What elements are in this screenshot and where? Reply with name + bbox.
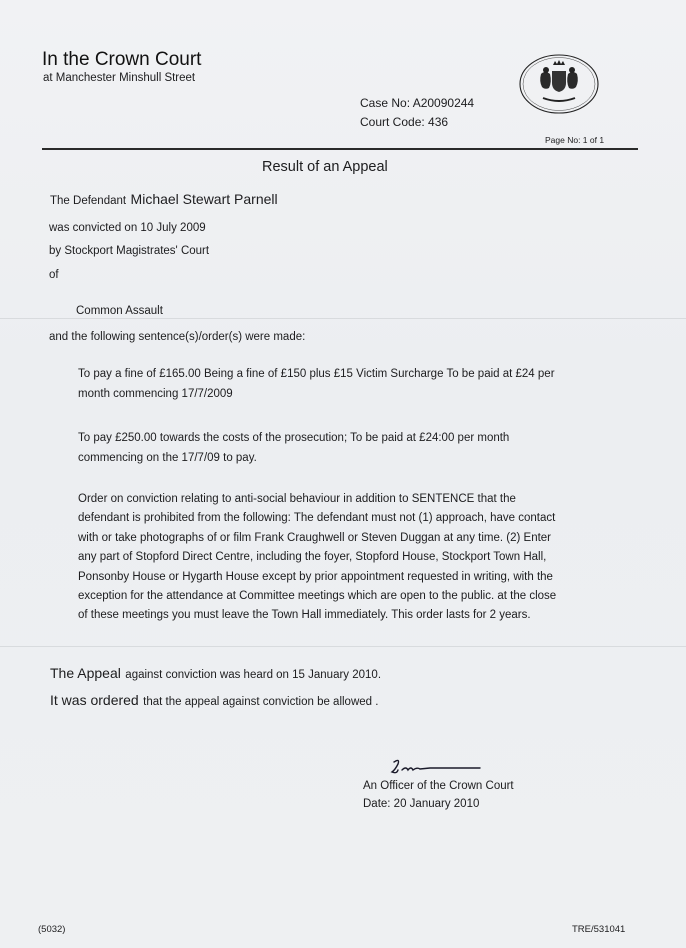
royal-coat-of-arms-icon xyxy=(519,54,599,114)
page-number: Page No: 1 of 1 xyxy=(545,135,605,145)
paper-fold xyxy=(0,318,686,319)
sentence-intro: and the following sentence(s)/order(s) were made: xyxy=(49,331,306,343)
ordered-line xyxy=(50,692,378,710)
of-label: of xyxy=(49,269,59,281)
appeal-label: The Appeal xyxy=(50,665,121,681)
ordered-text: that the appeal against conviction be allowed . xyxy=(143,696,379,708)
defendant-prefix: The Defendant xyxy=(50,195,127,207)
offence: Common Assault xyxy=(76,305,163,317)
conviction-court: by Stockport Magistrates' Court xyxy=(49,245,210,257)
paper-fold xyxy=(0,646,686,647)
header-divider xyxy=(42,148,638,150)
signature-date: Date: 20 January 2010 xyxy=(363,798,480,810)
court-location: at Manchester Minshull Street xyxy=(43,72,196,84)
handwritten-signature-icon xyxy=(388,756,488,780)
defendant-name: Michael Stewart Parnell xyxy=(130,191,278,207)
conviction-date: was convicted on 10 July 2009 xyxy=(49,222,206,234)
footer-right-code: TRE/531041 xyxy=(572,924,626,935)
defendant-line xyxy=(50,191,278,209)
document-title: Result of an Appeal xyxy=(262,159,388,175)
order-costs: To pay £250.00 towards the costs of the prosecution; To be paid at £24:00 per month commencing on the 17/7/09 to pay. xyxy=(78,432,510,464)
footer-left-code: (5032) xyxy=(38,924,66,935)
appeal-line xyxy=(50,665,381,683)
officer-title: An Officer of the Crown Court xyxy=(363,780,514,792)
court-title: In the Crown Court xyxy=(42,49,202,70)
ordered-label: It was ordered xyxy=(50,692,139,708)
case-number: Case No: A20090244 xyxy=(360,96,475,110)
order-fine: To pay a fine of £165.00 Being a fine of £150 plus £15 Victim Surcharge To be paid at £24 per month commencing 17/7/2009 xyxy=(78,368,555,400)
court-code: Court Code: 436 xyxy=(360,115,449,129)
order-asbo: Order on conviction relating to anti-social behaviour in addition to SENTENCE that the defendant is prohibited from the following: The defendant must not (1) approach, have contact with or take photographs of or film Frank Craughwell or Steven Duggan at any time. (2) Enter any part of Stopford Direct Centre, including the foyer, Stopford House, Stockport Town Hall, Ponsonby House or Hygarth House except by prior appointment requested in writing, with the exception for the attendance at Committee meetings which are open to the public. at the close of these meetings you must leave the Town Hall immediately. This order lasts for 2 years. xyxy=(78,493,557,622)
appeal-text: against conviction was heard on 15 January 2010. xyxy=(125,669,382,681)
